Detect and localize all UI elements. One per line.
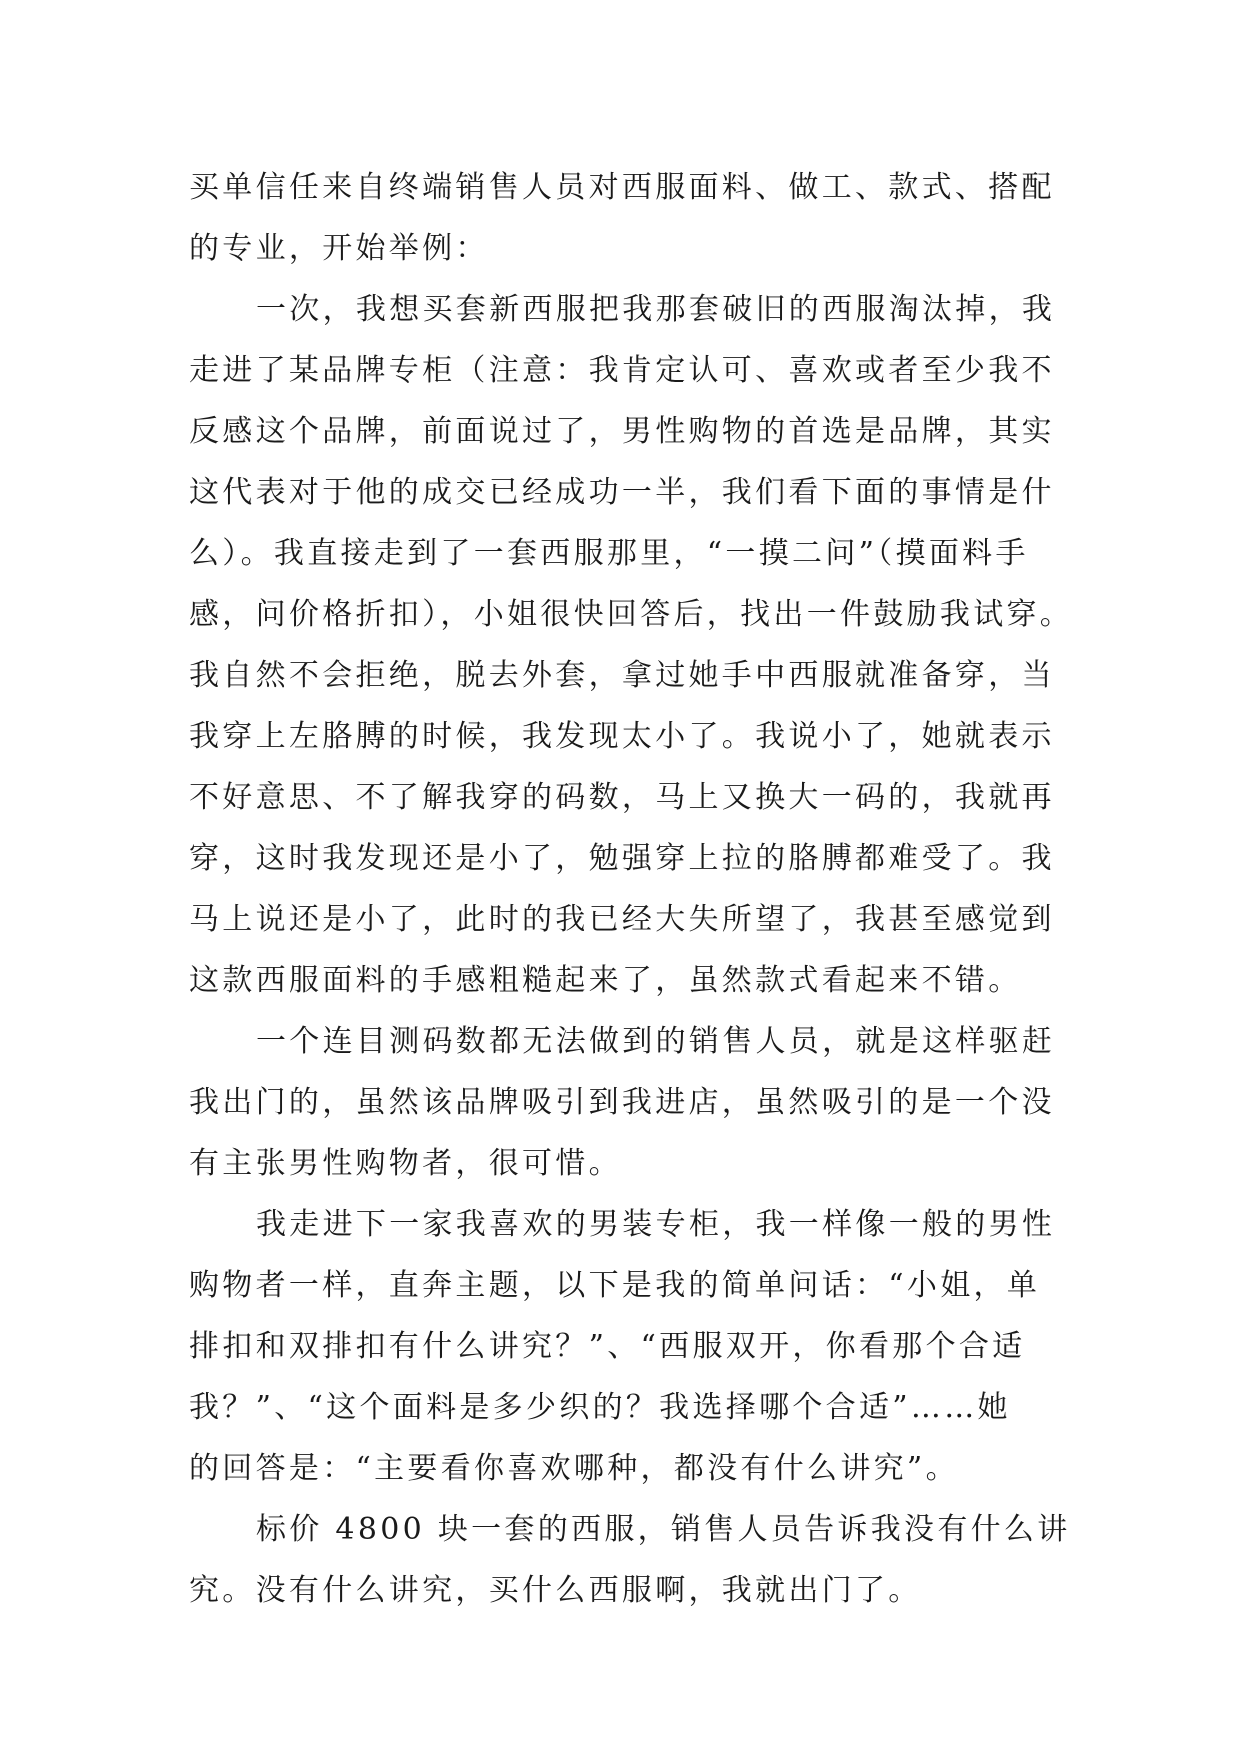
paragraph-first-line: 一次，我想买套新西服把我那套破旧的西服淘汰掉，我: [256, 292, 1056, 327]
text-line: 有主张男性购物者，很可惜。: [189, 1146, 622, 1181]
paragraph-first-line: 一个连目测码数都无法做到的销售人员，就是这样驱赶: [256, 1024, 1056, 1059]
text-line: 走进了某品牌专柜（注意：我肯定认可、喜欢或者至少我不: [189, 353, 1055, 388]
text-line: 我？”、“这个面料是多少织的？我选择哪个合适”……她: [189, 1390, 1011, 1425]
text-line: 么）。我直接走到了一套西服那里，“一摸二问”（摸面料手: [189, 536, 1029, 571]
paragraph-first-line: 我走进下一家我喜欢的男装专柜，我一样像一般的男性: [256, 1207, 1056, 1242]
text-line: 感，问价格折扣），小姐很快回答后，找出一件鼓励我试穿。: [189, 597, 1074, 632]
text-line: 我出门的，虽然该品牌吸引到我进店，虽然吸引的是一个没: [189, 1085, 1055, 1120]
text-line: 购物者一样，直奔主题，以下是我的简单问话：“小姐，单: [189, 1268, 1041, 1303]
text-line: 的回答是：“主要看你喜欢哪种，都没有什么讲究”。: [189, 1451, 959, 1486]
text-line: 买单信任来自终端销售人员对西服面料、做工、款式、搭配: [189, 170, 1055, 205]
text-line: 这款西服面料的手感粗糙起来了，虽然款式看起来不错。: [189, 963, 1022, 998]
body-text: [189, 157, 1074, 1621]
text-line: 究。没有什么讲究，买什么西服啊，我就出门了。: [189, 1573, 922, 1608]
text-line: 这代表对于他的成交已经成功一半，我们看下面的事情是什: [189, 475, 1055, 510]
text-line: 马上说还是小了，此时的我已经大失所望了，我甚至感觉到: [189, 902, 1055, 937]
text-line: 我自然不会拒绝，脱去外套，拿过她手中西服就准备穿，当: [189, 658, 1055, 693]
text-line: 排扣和双排扣有什么讲究？”、“西服双开，你看那个合适: [189, 1329, 1026, 1364]
text-line: 反感这个品牌，前面说过了，男性购物的首选是品牌，其实: [189, 414, 1055, 449]
text-line: 我穿上左胳膊的时候，我发现太小了。我说小了，她就表示: [189, 719, 1055, 754]
paragraph-first-line: 标价 4800 块一套的西服，销售人员告诉我没有什么讲: [256, 1512, 1071, 1547]
text-line: 的专业，开始举例：: [189, 231, 489, 266]
text-line: 穿，这时我发现还是小了，勉强穿上拉的胳膊都难受了。我: [189, 841, 1055, 876]
text-line: 不好意思、不了解我穿的码数，马上又换大一码的，我就再: [189, 780, 1055, 815]
